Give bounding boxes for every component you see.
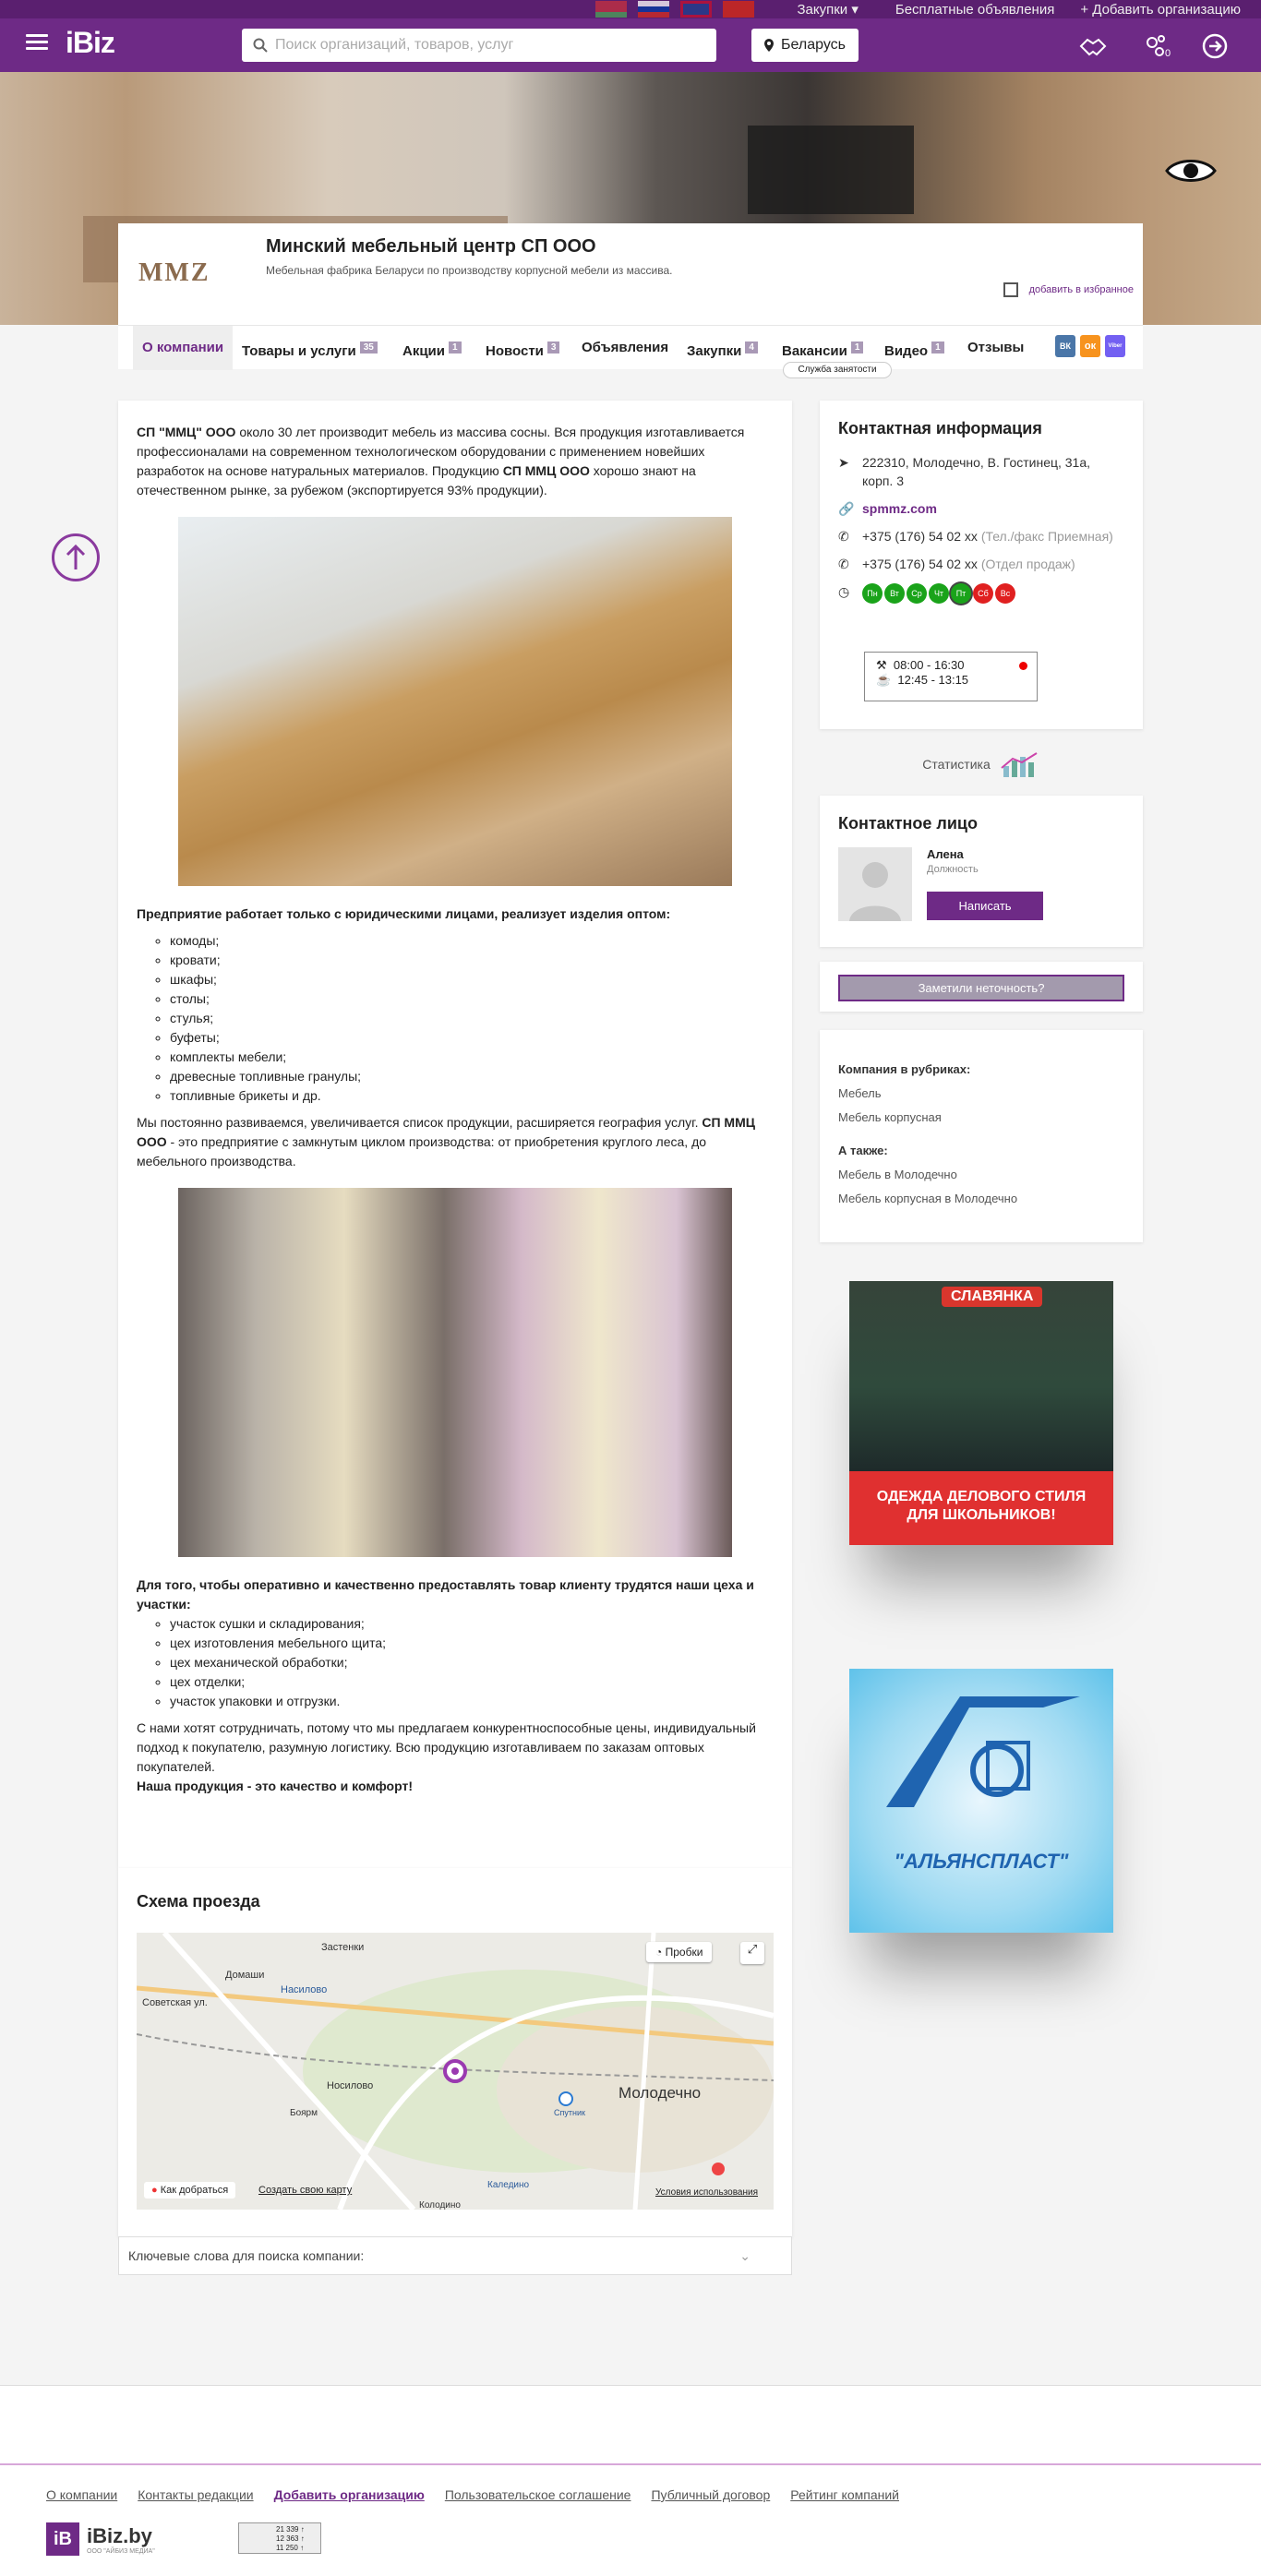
day-badge[interactable]: Пт <box>951 583 971 604</box>
footer-link[interactable]: О компании <box>46 2487 118 2502</box>
list-item: ◦ комоды; <box>170 931 774 951</box>
rubrics-panel <box>820 1030 1143 1242</box>
map-label: Каледино <box>487 2180 530 2190</box>
about-paragraph-1 <box>137 423 774 500</box>
list-item: ◦ стулья; <box>170 1009 774 1028</box>
about-paragraph-2 <box>137 1113 774 1171</box>
tab-badge: 1 <box>851 341 864 353</box>
company-short-name: СП ММЦ ООО <box>502 463 590 478</box>
products-list <box>170 931 774 1106</box>
add-org-link[interactable]: + Добавить организацию <box>1080 1 1241 18</box>
list-item: ◦ кровати; <box>170 951 774 970</box>
map-label: Боярм <box>290 2108 318 2118</box>
counter-value: 11 250 ↑ <box>276 2544 305 2552</box>
tab-video[interactable] <box>884 326 944 370</box>
address-row <box>838 453 1124 490</box>
text: - это предприятие с замкнутым циклом производства: от приобретения круглого леса, до мебельного производства. <box>137 1134 707 1168</box>
footer-link[interactable]: Пользовательское соглашение <box>444 2487 631 2502</box>
yandex-map[interactable] <box>137 1933 774 2210</box>
person-role: Должность <box>927 864 979 875</box>
footer-link[interactable]: Рейтинг компаний <box>790 2487 899 2502</box>
footer-link[interactable]: Контакты редакции <box>138 2487 254 2502</box>
work-time: 08:00 - 16:30 <box>893 658 965 672</box>
tab-products[interactable] <box>242 326 378 370</box>
contacts-title: Контактная информация <box>838 419 1042 437</box>
liveinternet-counter[interactable] <box>238 2522 321 2554</box>
eye-icon[interactable] <box>1165 155 1217 186</box>
map-label: Насилово <box>281 1984 328 1995</box>
clock-icon: ◷ <box>838 584 850 599</box>
tab-ads[interactable] <box>582 326 668 370</box>
tab-badge: 3 <box>547 341 560 353</box>
logo-subtext: ООО "АЙБИЗ МЕДИА" <box>87 2547 155 2555</box>
workshops-list <box>170 1614 774 1711</box>
tab-label: Объявления <box>582 340 669 355</box>
traffic-button[interactable]: ◔ Пробки <box>646 1942 712 1962</box>
tab-badge: 1 <box>449 341 462 353</box>
tab-label: Новости <box>486 343 544 359</box>
about-paragraph-3: С нами хотят сотрудничать, потому что мы предлагаем конкурентноспособные цены, индивидуальный подход к покупателю, разумную логистику. Всю продукцию изготавливаем по заказам оптовых покупателей. <box>137 1720 756 1774</box>
tab-label: Акции <box>402 343 446 359</box>
location-arrow-icon: ➤ <box>838 455 849 470</box>
region-label: Беларусь <box>781 37 846 53</box>
employment-service-tag[interactable]: Служба занятости <box>783 362 892 378</box>
tab-news[interactable] <box>486 326 559 370</box>
location-pin-icon <box>764 39 774 52</box>
search-placeholder: Поиск организаций, товаров, услуг <box>275 37 514 53</box>
text: около 30 лет производит мебель из массива сосны. Вся продукция изготавливается профессионалами на современном технологическом оборудовании с применением новейших разработок на основе натуральных материалов. Продукцию <box>137 425 745 478</box>
hours-tooltip <box>864 652 1038 701</box>
route-label: Как добраться <box>160 2185 229 2196</box>
bedroom-photo[interactable] <box>178 517 732 886</box>
footer-link-add-org[interactable]: Добавить организацию <box>273 2487 425 2502</box>
banner-tv <box>748 126 914 214</box>
search-icon <box>253 38 268 53</box>
work-hours <box>876 658 1026 673</box>
chart-icon <box>1000 751 1040 777</box>
footer-logo[interactable] <box>46 2522 155 2556</box>
rubric-link[interactable]: Мебель корпусная <box>838 1110 942 1124</box>
person-title: Контактное лицо <box>838 814 978 833</box>
tab-reviews[interactable] <box>967 326 1024 370</box>
add-org-label: Добавить организацию <box>1092 1 1241 18</box>
list-item: ◦ участок сушки и складирования; <box>170 1614 774 1634</box>
free-ads-link[interactable]: Бесплатные объявления <box>895 1 1055 18</box>
rubric-link[interactable]: Мебель в Молодечно <box>838 1168 957 1181</box>
workshops-heading: Для того, чтобы оперативно и качественно предоставлять товар клиенту трудятся наши цеха и участки: <box>137 1577 754 1611</box>
lunch-hours <box>876 673 1026 688</box>
tab-label: Вакансии <box>782 343 847 359</box>
list-item: ◦ древесные топливные гранулы; <box>170 1067 774 1086</box>
list-item: ◦ цех отделки; <box>170 1672 774 1692</box>
avatar <box>838 847 912 921</box>
map-label: Колодино <box>419 2200 461 2210</box>
tab-badge: 35 <box>360 341 378 353</box>
keywords-accordion[interactable] <box>118 2236 792 2275</box>
hallway-photo[interactable] <box>178 1188 732 1557</box>
rubrics-title: Компания в рубриках: <box>838 1062 971 1076</box>
keywords-label: Ключевые слова для поиска компании: <box>128 2248 365 2263</box>
counter-value: 21 339 ↑ <box>276 2525 305 2534</box>
create-map-link[interactable]: Создать свою карту <box>258 2185 353 2196</box>
route-button[interactable] <box>144 2182 235 2199</box>
logo-text: iBiz.by <box>87 2523 152 2547</box>
phone-note: (Тел./факс Приемная) <box>980 529 1113 544</box>
tools-icon: ⚒ <box>876 658 887 672</box>
quality-slogan: Наша продукция - это качество и комфорт! <box>137 1779 413 1793</box>
list-item: ◦ топливные брикеты и др. <box>170 1086 774 1106</box>
user-silhouette-icon <box>838 847 912 921</box>
phone-row-1 <box>838 527 1124 545</box>
ad-brand: СЛАВЯНКА <box>942 1287 1042 1307</box>
phone-number[interactable]: +375 (176) 54 02 xx <box>862 557 978 571</box>
slavyanka-ad[interactable] <box>849 1281 1113 1545</box>
tab-label: Закупки <box>687 343 742 359</box>
ok-icon[interactable]: ок <box>1080 335 1100 357</box>
traffic-label: Пробки <box>665 1946 703 1959</box>
contacts-panel <box>820 401 1143 729</box>
company-tabs <box>118 325 1143 369</box>
list-item: ◦ шкафы; <box>170 970 774 989</box>
contact-person-panel <box>820 796 1143 947</box>
cn-flag-icon[interactable] <box>723 1 754 18</box>
region-selector[interactable] <box>751 29 859 62</box>
notif-count: 0 <box>1165 48 1171 59</box>
footer-link[interactable]: Публичный договор <box>651 2487 771 2502</box>
map-label: Домаши <box>225 1970 265 1981</box>
ad-text: "АЛЬЯНСПЛАСТ" <box>894 1850 1069 1873</box>
map-label: Спутник <box>554 2108 585 2117</box>
site-row <box>838 499 1124 518</box>
phone-icon: ✆ <box>838 557 849 571</box>
directions-section <box>118 1868 792 2237</box>
company-short-name: СП "ММЦ" ООО <box>137 425 236 439</box>
map-label: Молодечно <box>618 2084 702 2102</box>
map-title: Схема проезда <box>137 1892 260 1911</box>
day-badge[interactable]: Чт <box>929 583 949 604</box>
logo-mark: iB <box>46 2522 79 2556</box>
tab-badge: 4 <box>745 341 758 353</box>
menu-icon[interactable] <box>26 34 48 51</box>
link-icon: 🔗 <box>838 501 855 516</box>
pin-icon: ● <box>151 2185 158 2196</box>
top-utility-bar <box>0 0 1261 18</box>
list-item: ◦ столы; <box>170 989 774 1009</box>
list-item: ◦ участок упаковки и отгрузки. <box>170 1692 774 1711</box>
footer <box>0 2385 1261 2576</box>
list-item: ◦ комплекты мебели; <box>170 1048 774 1067</box>
person-name: Алена <box>927 847 964 861</box>
viber-icon[interactable]: Viber <box>1105 335 1125 357</box>
wholesale-heading: Предприятие работает только с юридическими лицами, реализует изделия оптом: <box>137 906 671 921</box>
text: хорошо знают на отечественном рынке, за рубежом (экспортируется 93% продукции). <box>137 463 696 497</box>
add-favorite-checkbox[interactable] <box>1003 282 1134 297</box>
favorite-label: добавить в избранное <box>1028 284 1134 295</box>
tab-badge: 1 <box>931 341 944 353</box>
alliansplast-ad[interactable] <box>849 1669 1113 1933</box>
chevron-down-icon: ⌄ <box>739 2248 751 2263</box>
tab-label: Товары и услуги <box>242 343 356 359</box>
site-link[interactable]: spmmz.com <box>862 501 937 516</box>
tab-promos[interactable] <box>402 326 462 370</box>
counter-value: 12 363 ↑ <box>276 2534 305 2543</box>
map-terms-link[interactable]: Условия использования <box>655 2187 758 2198</box>
stats-label: Статистика <box>922 757 991 772</box>
ru-flag-icon[interactable] <box>638 1 669 18</box>
list-item: ◦ цех механической обработки; <box>170 1653 774 1672</box>
text: Мы постоянно развиваемся, увеличивается список продукции, расширяется география услуг. <box>137 1115 703 1130</box>
checkbox-icon <box>1003 282 1018 297</box>
lunch-time: 12:45 - 13:15 <box>897 673 969 687</box>
zakupki-label: Закупки <box>797 2 848 18</box>
search-input[interactable] <box>242 29 716 62</box>
write-button[interactable]: Написать <box>927 892 1043 920</box>
login-icon[interactable] <box>1200 31 1230 61</box>
day-badge[interactable]: Вс <box>995 583 1015 604</box>
vk-icon[interactable]: ВК <box>1055 335 1075 357</box>
map-label: Носилово <box>327 2080 374 2091</box>
handshake-icon[interactable] <box>1078 31 1108 61</box>
day-badge[interactable]: Пн <box>862 583 883 604</box>
site-logo[interactable]: iBiz <box>66 26 114 59</box>
day-badge[interactable]: Сб <box>973 583 993 604</box>
also-title: А также: <box>838 1144 888 1157</box>
company-name: Минский мебельный центр СП ООО <box>266 236 596 257</box>
schedule-row <box>838 582 1124 604</box>
footer-divider <box>0 2463 1261 2465</box>
cup-icon: ☕ <box>876 673 892 687</box>
top-header <box>0 0 1261 72</box>
footer-links <box>46 2487 919 2502</box>
day-badge[interactable]: Вт <box>884 583 905 604</box>
closed-dot-icon <box>1019 662 1027 670</box>
phone-row-2 <box>838 555 1124 573</box>
list-item: ◦ буфеты; <box>170 1028 774 1048</box>
address: 222310, Молодечно, В. Гостинец, 31а, корп. 3 <box>862 455 1091 488</box>
rubric-link[interactable]: Мебель корпусная в Молодечно <box>838 1192 1018 1205</box>
uk-flag-icon[interactable] <box>680 1 712 18</box>
stats-link[interactable] <box>820 748 1143 781</box>
by-flag-icon[interactable] <box>595 1 627 18</box>
ad-text: ОДЕЖДА ДЕЛОВОГО СТИЛЯ ДЛЯ ШКОЛЬНИКОВ! <box>876 1489 1087 1523</box>
list-item: ◦ цех изготовления мебельного щита; <box>170 1634 774 1653</box>
company-logo: MMZ <box>138 258 210 287</box>
tab-purchases[interactable] <box>687 326 758 370</box>
tab-label: Отзывы <box>967 340 1025 355</box>
zakupki-menu[interactable]: Закупки ▾ <box>797 2 859 18</box>
report-error-button[interactable]: Заметили неточность? <box>838 975 1124 1001</box>
map-label: Застенки <box>321 1942 365 1953</box>
phone-icon: ✆ <box>838 529 849 544</box>
phone-note: (Отдел продаж) <box>980 557 1075 571</box>
scroll-up-icon[interactable] <box>52 533 100 581</box>
phone-number[interactable]: +375 (176) 54 02 xx <box>862 529 978 544</box>
company-description: Мебельная фабрика Беларуси по производству корпусной мебели из массива. <box>266 264 673 277</box>
tab-label: Видео <box>884 343 929 359</box>
tab-about[interactable] <box>133 326 233 370</box>
fullscreen-icon[interactable]: ⤢ <box>740 1942 764 1964</box>
company-card <box>118 223 1143 325</box>
day-badge[interactable]: Ср <box>907 583 927 604</box>
report-panel <box>820 962 1143 1012</box>
about-section <box>118 401 792 1868</box>
alliansplast-logo-icon <box>849 1669 1113 1853</box>
tab-label: О компании <box>142 340 224 355</box>
rubric-link[interactable]: Мебель <box>838 1086 882 1100</box>
map-label: Советская ул. <box>142 1997 208 2008</box>
company-short-name: СП ММЦ ООО <box>137 1115 755 1149</box>
